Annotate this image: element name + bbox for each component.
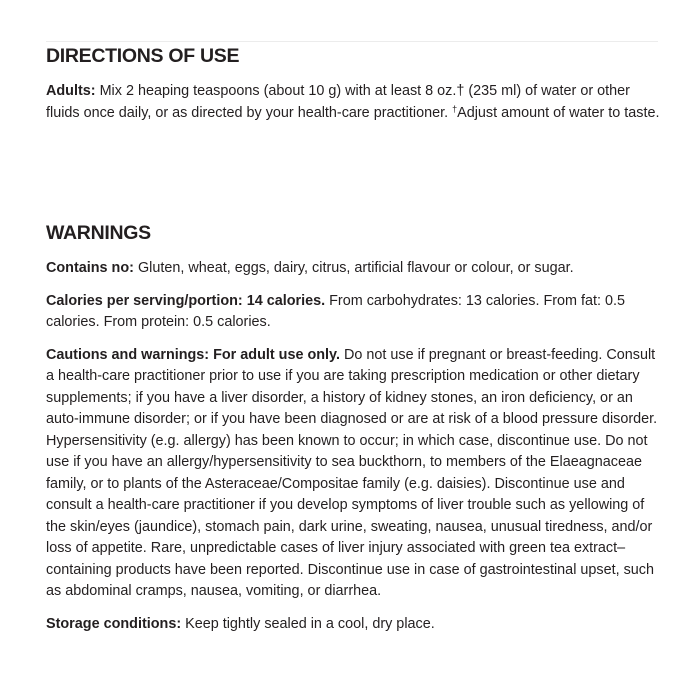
contains-paragraph [46, 258, 660, 280]
cautions-text: Do not use if pregnant or breast-feeding. Consult a health-care practitioner prior to use if you are taking prescription medication or other dietary supplements; if you have a liver disorder, a history of kidney stones, an iron deficiency, or an auto-immune disorder; or if you have been diagnosed or are at risk of a blood pressure disorder. Hypersensitivity (e.g. allergy) has been known to occur; in which case, discontinue use. Do not use if you have an allergy/hypersensitivity to sea buckthorn, to members of the Elaeagnaceae family, or to plants of the Asteraceae/Compositae family (e.g. daisies). Discontinue use and consult a health-care practitioner if you develop symptoms of liver trouble such as yellowing of the skin/eyes (jaundice), stomach pain, dark urine, sweating, nausea, unusual tiredness, and/or loss of appetite. Rare, unpredictable cases of liver injury associated with green tea extract–containing products have been reported. Discontinue use in case of gastrointestinal upset, such as abdominal cramps, nausea, vomiting, or diarrhea. [46, 346, 658, 599]
warnings-section [46, 221, 660, 646]
adults-text: Mix 2 heaping teaspoons (about 10 g) with at least 8 oz.† (235 ml) of water or other fluids once daily, or as directed by your health-care practitioner. [46, 83, 630, 121]
storage-label: Storage conditions: [46, 615, 182, 632]
contains-label: Contains no: [46, 260, 134, 276]
calories-label: Calories per serving/portion: 14 calories. [46, 292, 326, 309]
calories-paragraph [46, 291, 660, 334]
directions-heading: DIRECTIONS OF USE [46, 45, 240, 67]
footnote-text: Adjust amount of water to taste. [457, 104, 660, 121]
storage-paragraph [46, 614, 660, 636]
top-divider [46, 41, 658, 42]
cautions-paragraph [46, 345, 660, 603]
storage-text: Keep tightly sealed in a cool, dry place. [185, 615, 435, 632]
footnote-mark: † [452, 103, 458, 114]
directions-section [46, 44, 660, 135]
contains-text: Gluten, wheat, eggs, dairy, citrus, artificial flavour or colour, or sugar. [137, 260, 574, 276]
adults-paragraph [46, 81, 660, 124]
adults-label: Adults: [46, 83, 96, 99]
calories-text: From carbohydrates: 13 calories. From fat: 0.5 calories. From protein: 0.5 calories. [46, 292, 626, 330]
cautions-label: Cautions and warnings: For adult use only. [46, 346, 340, 363]
warnings-heading: WARNINGS [46, 222, 151, 244]
